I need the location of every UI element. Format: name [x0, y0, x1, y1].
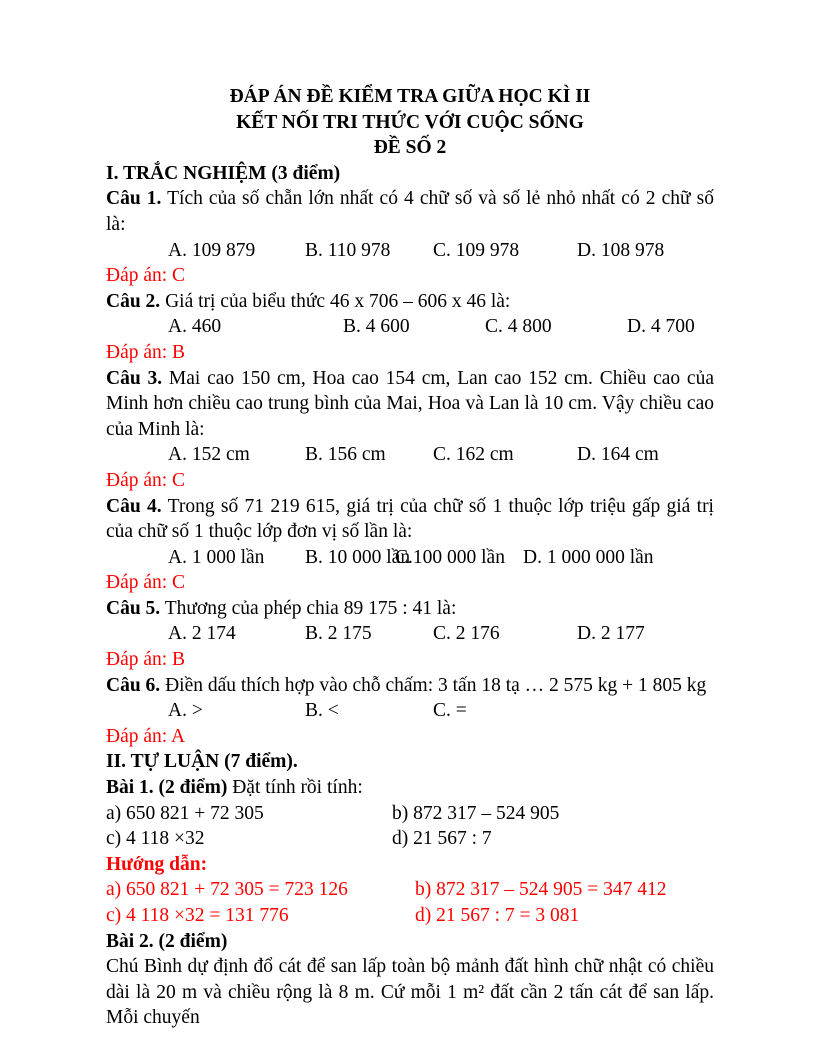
question-6-option-b: B. < [305, 700, 339, 722]
doc-title-line2: KẾT NỐI TRI THỨC VỚI CUỘC SỐNG [236, 111, 584, 133]
bai-2-label: Bài 2. (2 điểm) [106, 930, 228, 952]
bai-1-exercise-b: b) 872 317 – 524 905 [392, 802, 560, 824]
question-6-text: Điền dấu thích hợp vào chỗ chấm: 3 tấn 18 tạ … 2 575 kg + 1 805 kg [165, 674, 707, 696]
section-trac-nghiem-heading: I. TRẮC NGHIỆM (3 điểm) [106, 162, 341, 184]
section-tu-luan-heading: II. TỰ LUẬN (7 điểm). [106, 751, 298, 773]
question-5-option-b: B. 2 175 [305, 623, 372, 645]
question-4-options [106, 545, 714, 571]
question-6-option-a: A. > [168, 700, 203, 722]
question-4-label: Câu 4. [106, 495, 162, 517]
question-2-answer: Đáp án: B [106, 341, 186, 363]
question-1 [106, 186, 714, 237]
question-3-option-c: C. 162 cm [433, 444, 514, 466]
huong-dan-answer-b: b) 872 317 – 524 905 = 347 412 [415, 879, 667, 901]
question-1-option-d: D. 108 978 [577, 239, 665, 261]
huong-dan-label: Hướng dẫn: [106, 853, 208, 875]
question-2 [106, 289, 714, 315]
question-4 [106, 494, 714, 545]
question-3-option-a: A. 152 cm [168, 444, 250, 466]
bai-1-exercise-d: d) 21 567 : 7 [392, 828, 492, 850]
question-5-option-a: A. 2 174 [168, 623, 236, 645]
bai-1-row-1 [106, 801, 714, 827]
question-3 [106, 366, 714, 443]
question-2-options [106, 314, 714, 340]
page-content [106, 84, 714, 1031]
question-2-label: Câu 2. [106, 290, 161, 312]
question-6-options [106, 698, 714, 724]
huong-dan-row-1 [106, 877, 714, 903]
question-6-answer: Đáp án: A [106, 725, 186, 747]
question-5-label: Câu 5. [106, 597, 161, 619]
question-1-text: Tích của số chẵn lớn nhất có 4 chữ số và số lẻ nhỏ nhất có 2 chữ số là: [106, 188, 714, 235]
question-4-option-d: D. 1 000 000 lần [523, 546, 654, 568]
question-6 [106, 673, 714, 699]
question-1-label: Câu 1. [106, 188, 162, 210]
question-5-options [106, 621, 714, 647]
bai-1-row-2 [106, 826, 714, 852]
huong-dan-answer-c: c) 4 118 ×32 = 131 776 [106, 905, 289, 926]
bai-1-exercise-c: c) 4 118 ×32 [106, 828, 205, 850]
question-2-option-d: D. 4 700 [627, 316, 695, 338]
bai-1-label: Bài 1. (2 điểm) [106, 777, 228, 799]
bai-1-exercise-a: a) 650 821 + 72 305 [106, 802, 264, 824]
question-4-option-a: A. 1 000 lần [168, 546, 265, 568]
question-5-option-c: C. 2 176 [433, 623, 500, 645]
question-3-label: Câu 3. [106, 367, 163, 389]
bai-1-heading [106, 775, 714, 801]
huong-dan-answer-d: d) 21 567 : 7 = 3 081 [415, 905, 580, 926]
question-6-option-c: C. = [433, 700, 467, 722]
question-2-option-c: C. 4 800 [485, 316, 552, 338]
question-3-option-b: B. 156 cm [305, 444, 386, 466]
question-1-options [106, 238, 714, 264]
question-1-answer: Đáp án: C [106, 265, 186, 287]
question-3-answer: Đáp án: C [106, 469, 186, 491]
doc-title-line1: ĐÁP ÁN ĐỀ KIỂM TRA GIỮA HỌC KÌ II [229, 86, 591, 107]
question-1-option-a: A. 109 879 [168, 239, 256, 261]
question-4-option-b: B. 10 000 lần [305, 546, 411, 568]
question-3-text: Mai cao 150 cm, Hoa cao 154 cm, Lan cao 152 cm. Chiều cao của Minh hơn chiều cao trung bình của Mai, Hoa và Lan là 10 cm. Vậy chiều cao của Minh là: [106, 367, 714, 440]
question-1-option-c: C. 109 978 [433, 239, 520, 261]
huong-dan-row-2 [106, 903, 714, 929]
huong-dan-answer-a: a) 650 821 + 72 305 = 723 126 [106, 879, 348, 901]
question-4-answer: Đáp án: C [106, 572, 186, 594]
question-2-option-a: A. 460 [168, 316, 222, 338]
bai-1-text: Đặt tính rồi tính: [232, 777, 363, 799]
question-3-options [106, 442, 714, 468]
question-5-answer: Đáp án: B [106, 649, 186, 671]
question-2-option-b: B. 4 600 [343, 316, 410, 338]
bai-2-paragraph: Chú Bình dự định đổ cát để san lấp toàn bộ mảnh đất hình chữ nhật có chiều dài là 20 m và chiều rộng là 8 m. Cứ mỗi 1 m² đất cần 2 tấn cát để san lấp. Mỗi chuyến [106, 956, 714, 1029]
question-3-option-d: D. 164 cm [577, 444, 659, 466]
question-1-option-b: B. 110 978 [305, 239, 391, 261]
question-2-text: Giá trị của biểu thức 46 x 706 – 606 x 46 là: [165, 290, 511, 312]
question-4-option-c: C.100 000 lần [395, 546, 505, 568]
question-6-label: Câu 6. [106, 674, 161, 696]
question-5-text: Thương của phép chia 89 175 : 41 là: [164, 597, 457, 619]
question-5 [106, 596, 714, 622]
question-5-option-d: D. 2 177 [577, 623, 645, 645]
doc-title-line3: ĐỀ SỐ 2 [373, 137, 447, 159]
question-4-text: Trong số 71 219 615, giá trị của chữ số 1 thuộc lớp triệu gấp giá trị của chữ số 1 thuộc lớp đơn vị số lần là: [106, 495, 714, 543]
